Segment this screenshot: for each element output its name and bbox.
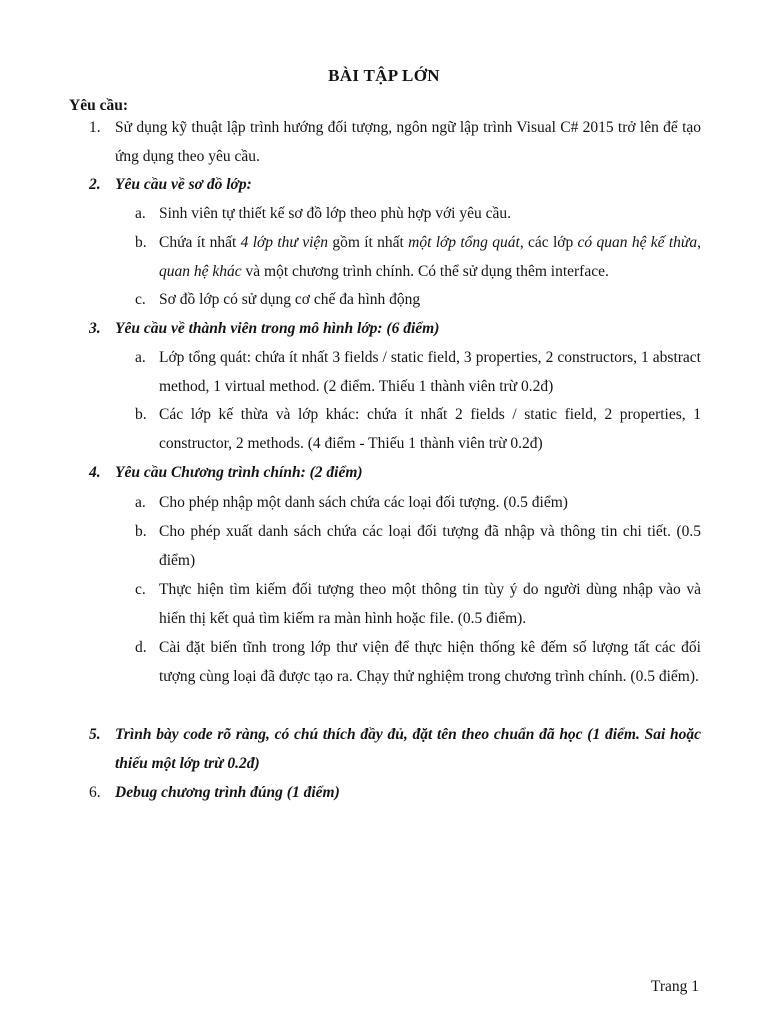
sub-item-3b [135,400,701,458]
sub-text: Cho phép xuất danh sách chứa các loại đối tượng đã nhập và thông tin chi tiết. (0.5 điểm) [159,523,701,569]
text-run: Chứa ít nhất [159,234,241,251]
text-run: , [697,234,701,251]
sub-text: Cài đặt biến tĩnh trong lớp thư viện để thực hiện thống kê đếm số lượng tất các đối tượng cùng loại đã được tạo ra. Chạy thử nghiệm trong chương trình chính. (0.5 điểm). [159,639,701,685]
sub-item-3a [135,343,701,401]
sub-label: b. [135,523,147,540]
list-item-4 [89,458,701,487]
sub-text: Các lớp kế thừa và lớp khác: chứa ít nhất 2 fields / static field, 2 properties, 1 constructor, 2 methods. (4 điểm - Thiếu 1 thành viên trừ 0.2đ) [159,406,701,452]
text-run-italic: có quan hệ kế thừa [577,234,698,251]
sub-item-4d [135,633,701,691]
sub-item-4a [135,488,701,517]
sub-label: a. [135,349,146,366]
sub-label: d. [135,639,147,656]
text-run: và một chương trình chính. Có thể sử dụng thêm interface. [241,263,609,280]
sub-item-4b [135,517,701,575]
text-run-italic: một lớp tổng quát [408,234,520,251]
text-run-italic: 4 lớp thư viện [240,234,329,251]
text-run-italic: quan hệ khác [159,263,242,280]
list-text: Yêu cầu về sơ đồ lớp: [115,176,252,193]
sub-label: c. [135,291,146,308]
sub-text: Thực hiện tìm kiếm đối tượng theo một thông tin tùy ý do người dùng nhập vào và hiển thị kết quả tìm kiếm ra màn hình hoặc file. (0.5 điểm). [159,581,701,627]
sub-label: c. [135,581,146,598]
list-number: 1. [89,119,101,136]
list-number: 2. [89,176,101,193]
page-number: Trang 1 [650,978,699,995]
list-item-1 [89,113,701,171]
document-title: BÀI TẬP LỚN [328,66,440,85]
sub-label: b. [135,406,147,423]
sub-item-2c [135,285,701,314]
list-text: Debug chương trình đúng (1 điểm) [115,784,340,801]
sub-item-2b [135,228,701,286]
list-text: Trình bày code rõ ràng, có chú thích đầy đủ, đặt tên theo chuẩn đã học (1 điểm. Sai hoặc thiếu một lớp trừ 0.2đ) [115,726,701,772]
list-text: Yêu cầu về thành viên trong mô hình lớp: (6 điểm) [115,320,440,337]
text-run: gồm ít nhất [328,234,409,251]
sub-item-4c [135,575,701,633]
text-run: , các lớp [519,234,578,251]
sub-text: Lớp tổng quát: chứa ít nhất 3 fields / static field, 3 properties, 2 constructors, 1 abstract method, 1 virtual method. (2 điểm. Thiếu 1 thành viên trừ 0.2đ) [159,349,701,395]
sub-label: a. [135,205,146,222]
sub-text: Sinh viên tự thiết kế sơ đồ lớp theo phù hợp với yêu cầu. [159,205,512,222]
list-text: Sử dụng kỹ thuật lập trình hướng đối tượng, ngôn ngữ lập trình Visual C# 2015 trở lên để tạo ứng dụng theo yêu cầu. [115,119,701,165]
sub-item-2a [135,199,701,228]
list-item-3 [89,314,701,343]
list-number: 4. [89,464,101,481]
list-number: 5. [89,726,101,743]
sub-label: a. [135,494,146,511]
list-number: 6. [89,784,101,801]
list-number: 3. [89,320,101,337]
sub-label: b. [135,234,147,251]
list-text: Yêu cầu Chương trình chính: (2 điểm) [115,464,363,481]
list-item-2 [89,170,701,199]
list-item-6 [89,778,701,807]
list-item-5 [89,720,701,778]
sub-text [159,228,701,286]
section-label: Yêu cầu: [69,97,128,114]
sub-text: Sơ đồ lớp có sử dụng cơ chế đa hình động [159,291,421,308]
sub-text: Cho phép nhập một danh sách chứa các loại đối tượng. (0.5 điểm) [159,494,568,511]
